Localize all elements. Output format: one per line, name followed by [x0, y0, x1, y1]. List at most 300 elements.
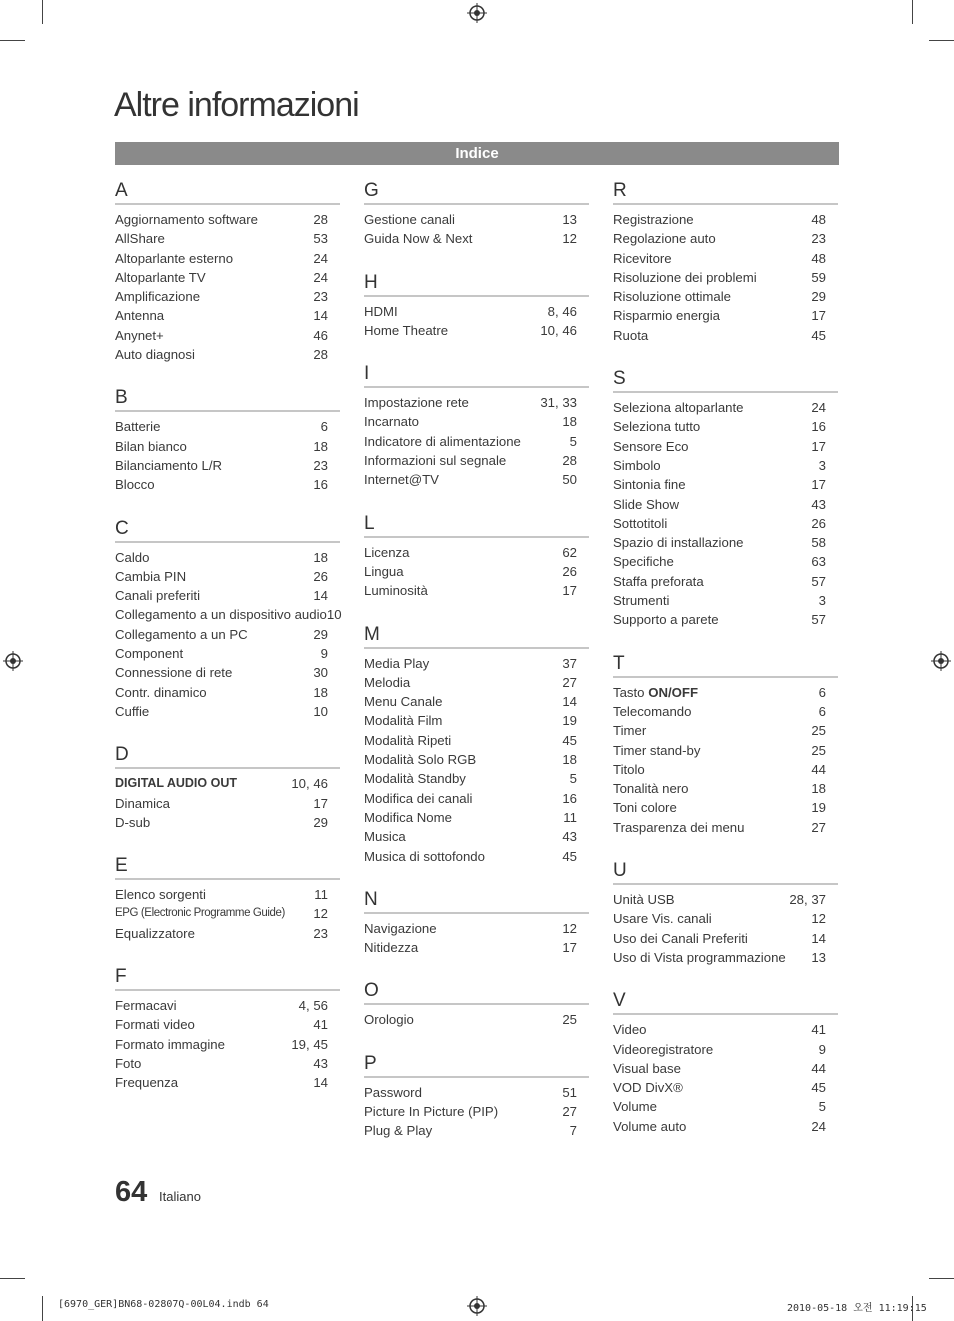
index-section [115, 516, 340, 722]
index-entry-pages: 24 [811, 1118, 826, 1134]
index-entry-pages: 46 [313, 327, 328, 343]
index-entry [613, 552, 838, 571]
crop-mark [929, 40, 954, 41]
index-entry-label: Picture In Picture (PIP) [364, 1104, 499, 1120]
index-entry-list [364, 388, 589, 489]
index-entry-pages: 16 [811, 419, 826, 435]
index-entry [613, 306, 838, 325]
index-entry [364, 919, 589, 938]
index-entry-pages: 45 [811, 1080, 826, 1096]
index-entry-label: Seleziona tutto [613, 419, 701, 435]
index-letter: B [115, 385, 340, 412]
index-entry [364, 302, 589, 321]
index-entry-list [613, 1015, 838, 1136]
index-letter: E [115, 853, 340, 880]
index-section [115, 742, 340, 832]
index-letter: R [613, 178, 838, 205]
index-letter: D [115, 742, 340, 769]
index-entry-label: Seleziona altoparlante [613, 400, 744, 416]
index-entry-label: Formati video [115, 1017, 195, 1033]
index-section [613, 178, 838, 345]
index-entry [613, 1117, 838, 1136]
index-entry-pages: 31, 33 [540, 395, 577, 411]
index-entry-pages: 50 [562, 472, 577, 488]
index-entry [364, 1010, 589, 1029]
index-entry-label: Altoparlante TV [115, 269, 206, 285]
index-entry-label: Visual base [613, 1060, 681, 1076]
crop-mark [912, 0, 913, 24]
index-entry-pages: 48 [811, 250, 826, 266]
index-entry-pages: 62 [562, 544, 577, 560]
index-entry [115, 548, 340, 567]
index-entry-pages: 17 [562, 583, 577, 599]
index-entry [115, 1073, 340, 1092]
index-entry-pages: 12 [562, 920, 577, 936]
index-entry-pages: 27 [562, 674, 577, 690]
index-entry [364, 808, 589, 827]
index-entry [613, 818, 838, 837]
index-entry-pages: 29 [313, 626, 328, 642]
index-entry-label: Modifica Nome [364, 809, 452, 825]
index-entry-label: Informazioni sul segnale [364, 453, 507, 469]
index-entry-label: DIGITAL AUDIO OUT [115, 776, 237, 791]
index-entry [613, 779, 838, 798]
index-entry [613, 1040, 838, 1059]
index-column-2 [364, 178, 589, 1162]
index-entry-pages: 19 [811, 800, 826, 816]
index-letter: S [613, 366, 838, 393]
index-entry-label: Home Theatre [364, 322, 449, 338]
index-entry-pages: 17 [811, 308, 826, 324]
index-section [364, 511, 589, 601]
index-entry-pages: 12 [313, 906, 328, 922]
index-entry-list [115, 769, 340, 832]
index-entry-label: Cambia PIN [115, 568, 187, 584]
index-entry-label: Aggiornamento software [115, 212, 258, 227]
index-entry-pages: 41 [313, 1017, 328, 1033]
index-entry-pages: 24 [811, 400, 826, 416]
index-entry-pages: 16 [313, 477, 328, 493]
index-entry [364, 451, 589, 470]
index-entry [613, 495, 838, 514]
index-entry-label: Modalità Film [364, 713, 443, 729]
index-entry [115, 306, 340, 325]
crop-mark [0, 40, 25, 41]
index-entry [115, 996, 340, 1015]
index-entry [613, 475, 838, 494]
index-entry [613, 702, 838, 721]
index-entry-label: Slide Show [613, 496, 679, 512]
index-entry-pages: 19 [562, 713, 577, 729]
index-entry-pages: 26 [811, 515, 826, 531]
index-entry [613, 1078, 838, 1097]
print-slug-date: 2010-05-18 오전 11:19:15 [787, 1303, 927, 1314]
index-entry [364, 789, 589, 808]
index-entry-pages: 11 [314, 887, 328, 903]
index-entry-pages: 43 [562, 829, 577, 845]
registration-mark-icon [931, 651, 951, 671]
index-entry-pages: 28 [313, 212, 328, 227]
index-entry-label: Licenza [364, 544, 410, 560]
index-entry-pages: 14 [313, 1075, 328, 1091]
index-entry-list [115, 880, 340, 943]
index-entry-label: Elenco sorgenti [115, 887, 206, 903]
index-entry-label: Altoparlante esterno [115, 250, 234, 266]
index-entry [613, 890, 838, 909]
crop-mark [929, 1278, 954, 1279]
index-entry-list [613, 205, 838, 345]
index-entry-label: Uso dei Canali Preferiti [613, 930, 748, 946]
index-section [364, 178, 589, 249]
index-entry-pages: 28 [313, 347, 328, 363]
index-letter: F [115, 964, 340, 991]
index-letter: A [115, 178, 340, 205]
index-entry-pages: 26 [313, 568, 328, 584]
index-entry [115, 644, 340, 663]
index-entry-label: Blocco [115, 477, 155, 493]
index-entry [115, 813, 340, 832]
index-letter: P [364, 1051, 589, 1078]
index-entry [613, 514, 838, 533]
index-entry-list [613, 393, 838, 630]
index-entry-list [364, 1005, 589, 1029]
index-entry-pages: 7 [569, 1123, 577, 1139]
index-entry [613, 909, 838, 928]
index-entry [364, 731, 589, 750]
index-entry-label: Plug & Play [364, 1123, 433, 1139]
index-entry [613, 417, 838, 436]
index-entry [115, 625, 340, 644]
index-entry-pages: 11 [563, 809, 577, 825]
index-entry-pages: 8, 46 [547, 303, 577, 319]
index-entry-label: Anynet+ [115, 327, 164, 343]
index-entry-label: Modalità Standby [364, 771, 466, 787]
index-entry-label: Canali preferiti [115, 588, 201, 604]
index-entry [115, 326, 340, 345]
index-entry-label: Musica di sottofondo [364, 848, 485, 864]
index-entry-pages: 23 [313, 457, 328, 473]
index-entry-pages: 24 [313, 250, 328, 266]
index-entry-label: Batterie [115, 419, 161, 435]
index-entry-label: D-sub [115, 814, 151, 830]
index-entry [115, 924, 340, 943]
index-entry [364, 432, 589, 451]
index-entry-label: Musica [364, 829, 406, 845]
index-entry-label: Cuffie [115, 703, 150, 719]
index-entry-label: Formato immagine [115, 1036, 225, 1052]
index-entry-label: Timer stand-by [613, 742, 701, 758]
index-entry-list [364, 914, 589, 958]
index-entry-pages: 57 [811, 612, 826, 628]
index-entry-label-bold: ON/OFF [648, 684, 699, 700]
index-entry-label: Collegamento a un PC [115, 626, 248, 642]
index-entry-pages: 6 [320, 419, 328, 435]
index-entry-pages: 41 [811, 1022, 826, 1038]
index-entry-pages: 23 [811, 231, 826, 247]
index-entry-pages: 25 [562, 1012, 577, 1028]
index-entry-label: Volume auto [613, 1118, 687, 1134]
index-entry-label: Contr. dinamico [115, 684, 207, 700]
index-entry-label [613, 683, 698, 702]
index-entry-list [364, 538, 589, 601]
index-section [364, 887, 589, 958]
index-entry [613, 533, 838, 552]
index-column-1 [115, 178, 340, 1114]
index-entry [364, 412, 589, 431]
index-entry-pages: 57 [811, 573, 826, 589]
index-entry [364, 321, 589, 340]
index-entry-pages: 53 [313, 231, 328, 247]
index-section [613, 858, 838, 967]
index-section [613, 988, 838, 1136]
index-entry [613, 610, 838, 629]
index-entry-label: Collegamento a un dispositivo audio [115, 607, 327, 623]
index-entry-pages: 19, 45 [291, 1036, 328, 1052]
index-entry-pages: 43 [811, 496, 826, 512]
index-entry [613, 683, 838, 702]
index-entry [364, 229, 589, 248]
section-bar: Indice [115, 142, 839, 165]
index-entry-label: Gestione canali [364, 212, 455, 227]
index-entry-label: Staffa preforata [613, 573, 704, 589]
index-entry-label: Registrazione [613, 212, 694, 227]
index-entry-pages: 18 [562, 752, 577, 768]
index-entry-label: Navigazione [364, 920, 437, 936]
index-entry [613, 798, 838, 817]
index-entry [364, 673, 589, 692]
index-entry-list [364, 205, 589, 249]
index-entry-pages: 16 [562, 790, 577, 806]
index-entry-pages: 17 [313, 795, 328, 811]
page-title: Altre informazioni [114, 86, 359, 124]
index-entry [115, 702, 340, 721]
index-entry-label: Ricevitore [613, 250, 672, 266]
index-entry-label: Password [364, 1084, 422, 1100]
index-letter: V [613, 988, 838, 1015]
index-entry [613, 1059, 838, 1078]
index-entry [364, 562, 589, 581]
index-entry-pages: 6 [818, 703, 826, 719]
index-entry [115, 605, 340, 624]
index-entry [115, 567, 340, 586]
index-entry-label: Incarnato [364, 414, 419, 430]
index-entry-pages: 17 [562, 940, 577, 956]
index-entry [115, 456, 340, 475]
index-entry-pages: 37 [562, 655, 577, 671]
index-entry-list [613, 678, 838, 837]
index-entry-pages: 3 [818, 593, 826, 609]
index-entry [364, 1102, 589, 1121]
index-entry [364, 938, 589, 957]
index-entry-label: Guida Now & Next [364, 231, 473, 247]
index-entry-label: Toni colore [613, 800, 677, 816]
index-entry [115, 1054, 340, 1073]
index-entry-label: Titolo [613, 761, 645, 777]
index-section [364, 361, 589, 489]
index-entry [613, 249, 838, 268]
index-entry [613, 741, 838, 760]
index-entry [364, 827, 589, 846]
index-entry [364, 847, 589, 866]
index-entry [115, 904, 340, 923]
index-entry [115, 1015, 340, 1034]
index-entry-label: Luminosità [364, 583, 428, 599]
index-entry-pages: 18 [313, 684, 328, 700]
index-entry-list [364, 649, 589, 866]
index-entry-pages: 17 [811, 477, 826, 493]
index-entry-pages: 23 [313, 289, 328, 305]
index-entry-label: Auto diagnosi [115, 347, 195, 363]
index-entry-label: Regolazione auto [613, 231, 716, 247]
index-entry-label: AllShare [115, 231, 165, 247]
index-entry-pages: 6 [818, 684, 826, 700]
index-letter: C [115, 516, 340, 543]
index-entry [115, 683, 340, 702]
index-entry-label: Impostazione rete [364, 395, 469, 411]
index-entry-pages: 13 [811, 949, 826, 965]
index-entry-label: Media Play [364, 655, 430, 671]
index-entry-pages: 4, 56 [298, 998, 328, 1014]
index-entry-pages: 18 [313, 549, 328, 565]
index-section [364, 622, 589, 866]
index-entry-pages: 24 [313, 269, 328, 285]
index-entry-label: Bilan bianco [115, 438, 187, 454]
index-entry-label: Risoluzione dei problemi [613, 269, 757, 285]
index-section [364, 270, 589, 341]
index-entry-label: Lingua [364, 563, 404, 579]
index-entry [364, 1083, 589, 1102]
index-entry-pages: 3 [818, 457, 826, 473]
index-entry-label: Usare Vis. canali [613, 911, 712, 927]
index-entry [364, 1121, 589, 1140]
index-entry [364, 543, 589, 562]
index-letter: U [613, 858, 838, 885]
index-entry-pages: 27 [811, 819, 826, 835]
index-entry-label: VOD DivX® [613, 1080, 683, 1096]
index-entry [613, 456, 838, 475]
index-entry [364, 692, 589, 711]
registration-mark-icon [3, 651, 23, 671]
index-entry-label: Timer [613, 723, 647, 739]
index-entry [115, 268, 340, 287]
index-entry-pages: 51 [562, 1084, 577, 1100]
index-entry-pages: 10 [326, 607, 342, 623]
index-entry-label: Modalità Solo RGB [364, 752, 477, 768]
index-entry-label: Tonalità nero [613, 781, 689, 797]
index-entry-label: Simbolo [613, 457, 661, 473]
index-entry [115, 1035, 340, 1054]
index-section [115, 853, 340, 943]
index-entry-pages: 10 [313, 703, 328, 719]
index-entry-label: Spazio di installazione [613, 535, 744, 551]
index-entry-label: Risoluzione ottimale [613, 289, 732, 305]
index-entry-pages: 14 [562, 694, 577, 710]
index-entry [115, 437, 340, 456]
index-entry [613, 948, 838, 967]
index-entry-pages: 9 [320, 646, 328, 662]
index-entry [613, 591, 838, 610]
index-entry-label: Caldo [115, 549, 150, 565]
index-entry-pages: 9 [818, 1041, 826, 1057]
index-entry-pages: 23 [313, 925, 328, 941]
index-entry-pages: 26 [562, 563, 577, 579]
index-entry-label: Modifica dei canali [364, 790, 473, 806]
index-letter: L [364, 511, 589, 538]
index-entry-pages: 14 [313, 308, 328, 324]
index-entry-pages: 44 [811, 761, 826, 777]
index-entry-label: Sensore Eco [613, 438, 689, 454]
index-entry-list [364, 1078, 589, 1141]
index-entry-pages: 45 [562, 848, 577, 864]
index-entry-label: Bilanciamento L/R [115, 457, 223, 473]
index-column-3 [613, 178, 838, 1157]
index-entry [613, 287, 838, 306]
index-entry [613, 1020, 838, 1039]
index-entry-pages: 17 [811, 438, 826, 454]
index-entry-label: Supporto a parete [613, 612, 719, 628]
index-entry-label: Frequenza [115, 1075, 179, 1091]
index-entry [364, 210, 589, 229]
index-entry-list [115, 412, 340, 494]
index-section [613, 366, 838, 630]
index-entry-label: Uso di Vista programmazione [613, 949, 786, 965]
index-entry-pages: 59 [811, 269, 826, 285]
index-entry-pages: 14 [313, 588, 328, 604]
index-entry [613, 929, 838, 948]
index-entry-pages: 10, 46 [540, 322, 577, 338]
index-entry-list [115, 205, 340, 364]
index-entry [613, 326, 838, 345]
index-entry-pages: 14 [811, 930, 826, 946]
index-entry [115, 345, 340, 364]
index-entry-pages: 27 [562, 1104, 577, 1120]
page-number: 64 [115, 1176, 148, 1208]
index-entry-pages: 12 [811, 911, 826, 927]
index-entry-list [613, 885, 838, 967]
index-entry-label: Foto [115, 1055, 142, 1071]
index-entry-pages: 5 [569, 771, 577, 787]
index-entry-label: Videoregistratore [613, 1041, 714, 1057]
index-entry-pages: 43 [313, 1055, 328, 1071]
index-entry [613, 398, 838, 417]
index-entry-label: Melodia [364, 674, 411, 690]
index-letter: O [364, 978, 589, 1005]
index-entry-pages: 18 [811, 781, 826, 797]
index-entry [613, 721, 838, 740]
index-entry-pages: 25 [811, 723, 826, 739]
registration-mark-icon [467, 3, 487, 23]
index-section [364, 978, 589, 1029]
index-entry [613, 268, 838, 287]
index-section [115, 178, 340, 364]
index-entry-pages: 28 [562, 453, 577, 469]
index-entry-pages: 12 [562, 231, 577, 247]
index-letter: T [613, 651, 838, 678]
index-entry-label: Strumenti [613, 593, 670, 609]
index-entry-pages: 28, 37 [789, 892, 826, 908]
index-entry [613, 210, 838, 229]
index-entry-pages: 10, 46 [291, 776, 328, 792]
index-entry-list [115, 991, 340, 1092]
index-entry-pages: 25 [811, 742, 826, 758]
index-entry-pages: 29 [811, 289, 826, 305]
index-entry-label: Antenna [115, 308, 165, 324]
index-section [364, 1051, 589, 1141]
registration-mark-icon [467, 1296, 487, 1316]
index-entry [115, 417, 340, 436]
index-entry [364, 769, 589, 788]
index-entry-label: Unità USB [613, 892, 675, 908]
